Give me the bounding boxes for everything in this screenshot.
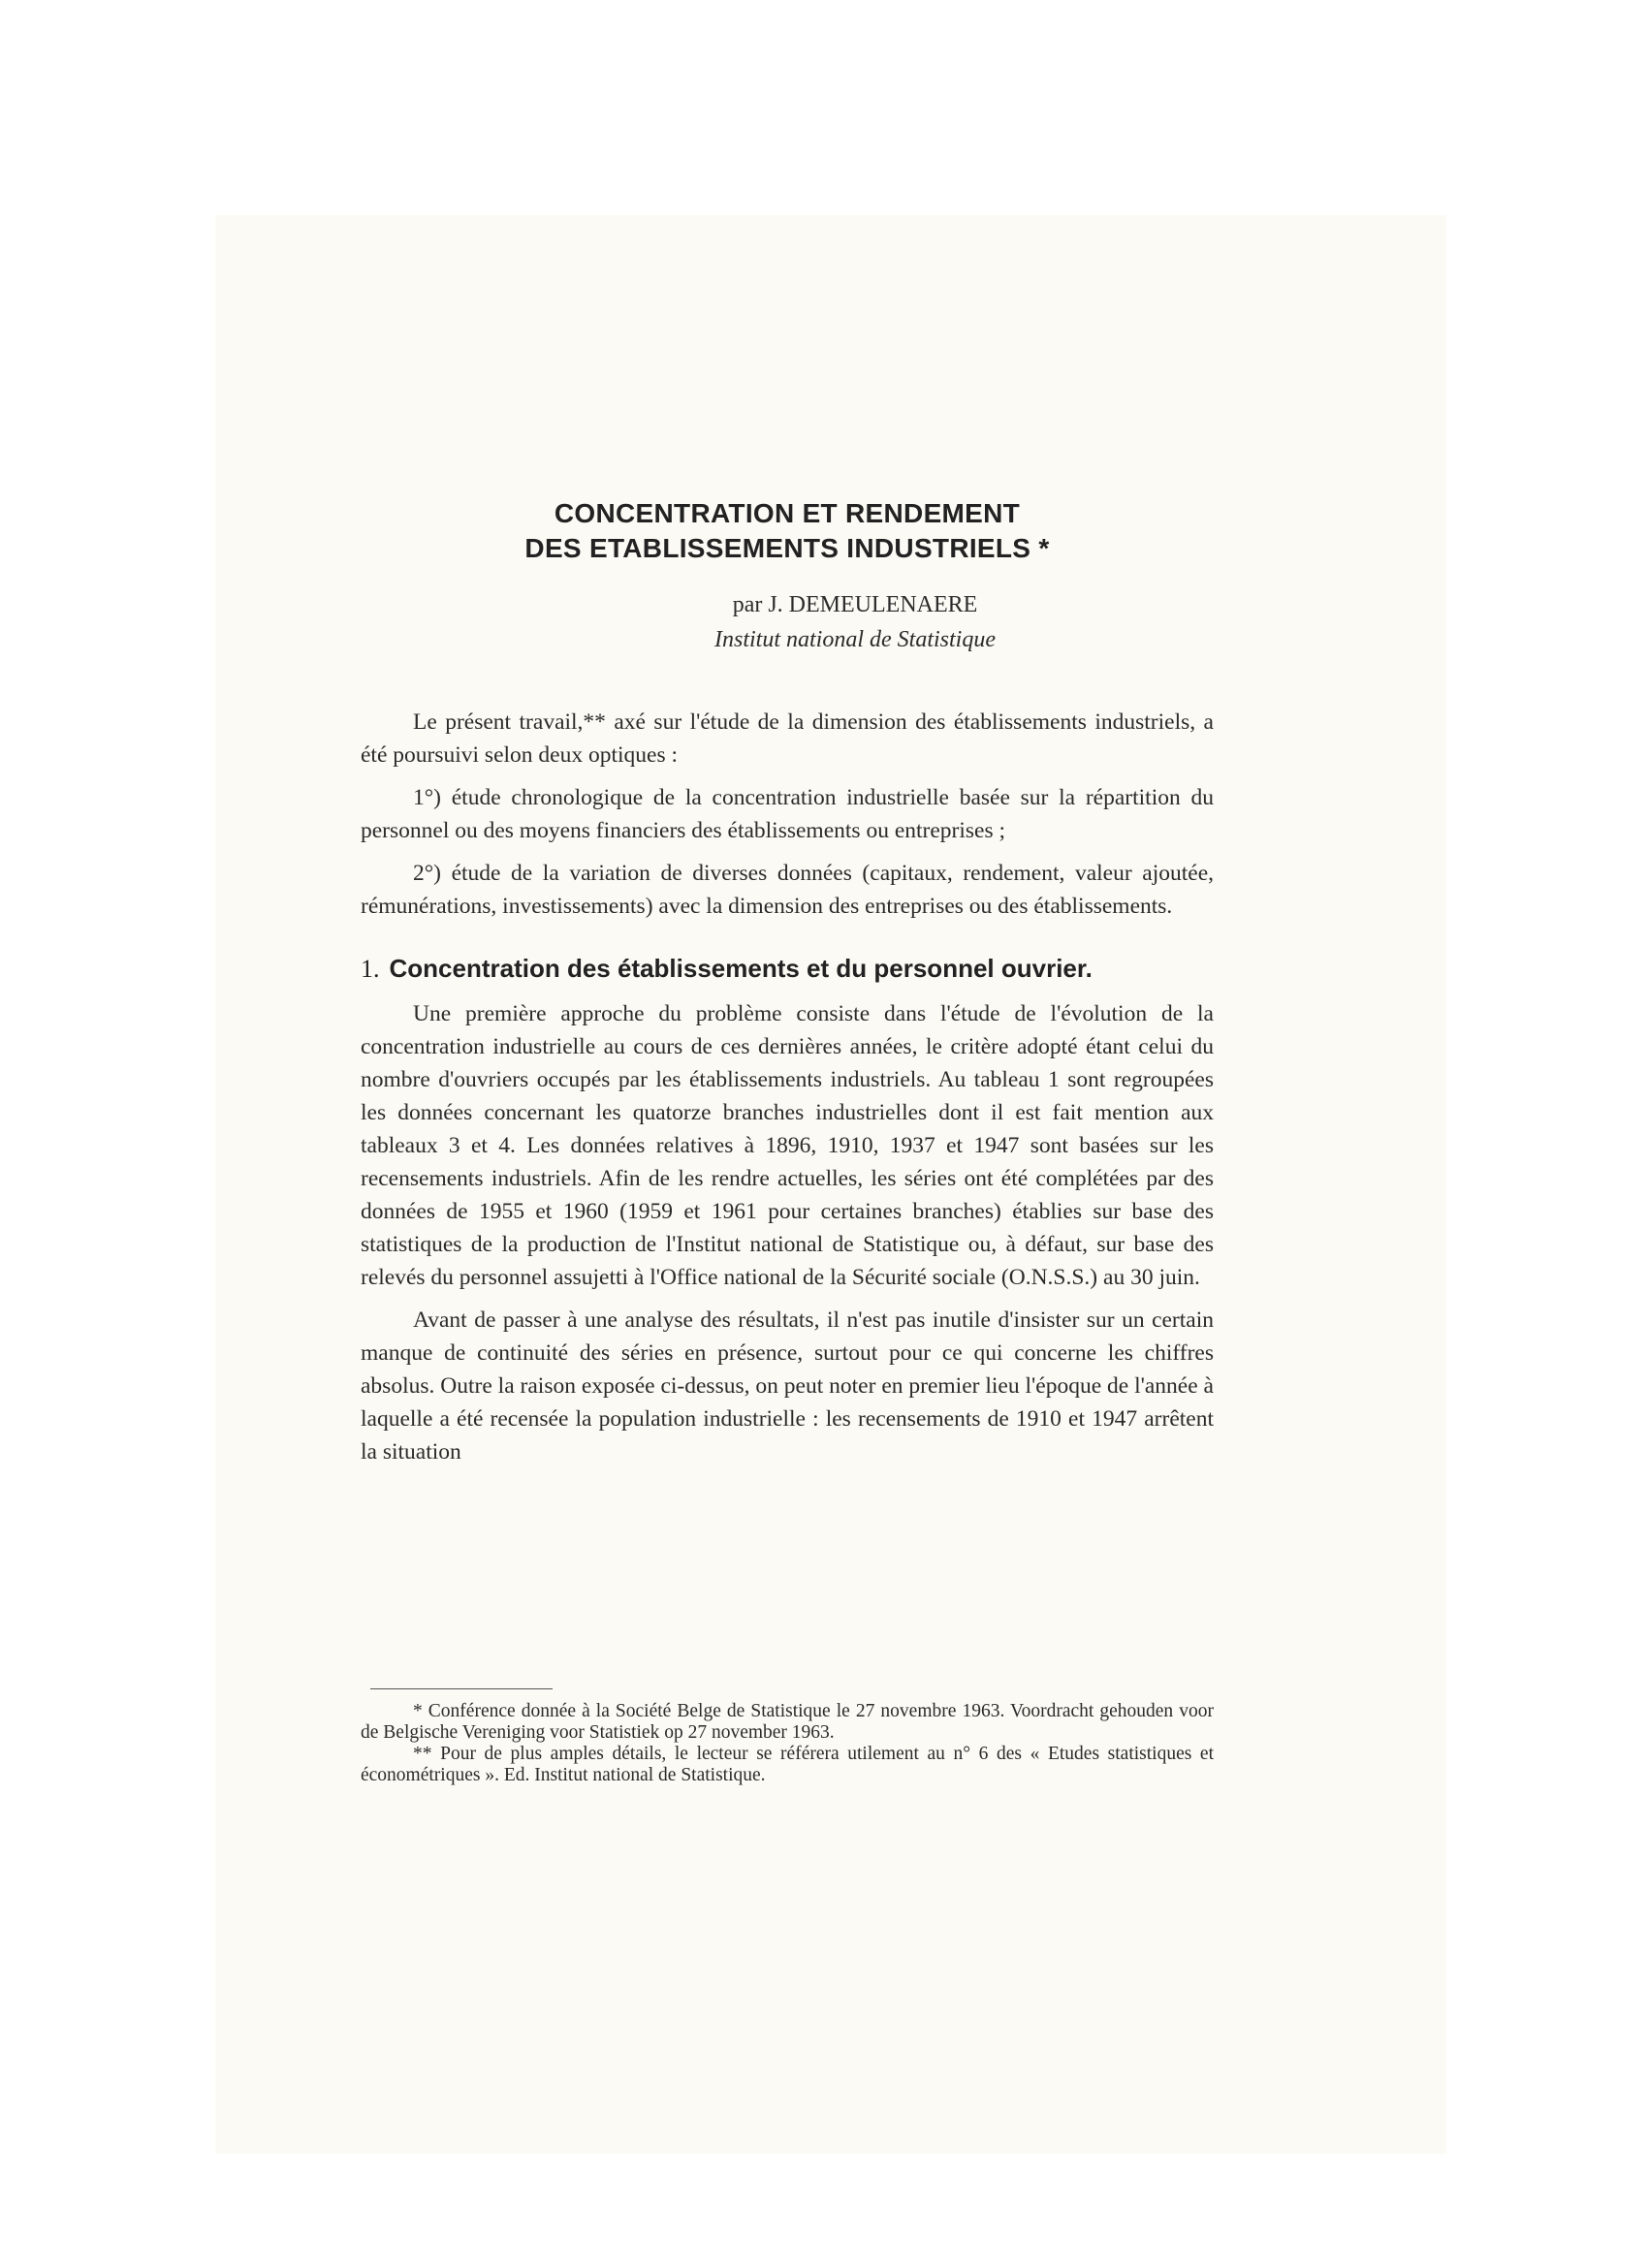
footnote-divider: [370, 1688, 553, 1689]
title-line-2: DES ETABLISSEMENTS INDUSTRIELS *: [524, 533, 1050, 563]
article-body: [361, 496, 1214, 1478]
section-1-heading: [361, 952, 1214, 986]
article-title: [361, 496, 1214, 566]
intro-paragraph-3: 2°) étude de la variation de diverses données (capitaux, rendement, valeur ajoutée, rémunérations, investissements) avec la dimension des entreprises ou des établissements.: [361, 861, 1214, 919]
footnote-2: ** Pour de plus amples détails, le lecteur se référera utilement au n° 6 des « Etudes statistiques et économétriques ». Ed. Institut national de Statistique.: [361, 1744, 1214, 1785]
intro-paragraph-2: 1°) étude chronologique de la concentration industrielle basée sur la répartition du personnel ou des moyens financiers des établissements ou entreprises ;: [361, 785, 1214, 843]
title-line-1: CONCENTRATION ET RENDEMENT: [554, 498, 1021, 528]
byline: [361, 587, 1214, 657]
section-1-paragraph-2: Avant de passer à une analyse des résultats, il n'est pas inutile d'insister sur un certain manque de continuité des séries en présence, surtout pour ce qui concerne les chiffres absolus. Outre la raison exposée ci-dessus, on peut noter en premier lieu l'époque de l'année à laquelle a été recensée la population industrielle : les recensements de 1910 et 1947 arrêtent la situation: [361, 1307, 1214, 1465]
section-number: 1.: [361, 955, 380, 983]
section-1-paragraph-1: Une première approche du problème consiste dans l'étude de l'évolution de la concentration industrielle au cours de ces dernières années, le critère adopté étant celui du nombre d'ouvriers occupés par les établissements industriels. Au tableau 1 sont regroupées les données concernant les quatorze branches industrielles dont il est fait mention aux tableaux 3 et 4. Les données relatives à 1896, 1910, 1937 et 1947 sont basées sur les recensements industriels. Afin de les rendre actuelles, les séries ont été complétées par des données de 1955 et 1960 (1959 et 1961 pour certaines branches) établies sur base des statistiques de la production de l'Institut national de Statistique ou, à défaut, sur base des relevés du personnel assujetti à l'Office national de la Sécurité sociale (O.N.S.S.) au 30 juin.: [361, 1001, 1214, 1290]
footnote-1: * Conférence donnée à la Société Belge de Statistique le 27 novembre 1963. Voordracht gehouden voor de Belgische Vereniging voor Statistiek op 27 november 1963.: [361, 1701, 1214, 1743]
author-affiliation: Institut national de Statistique: [714, 627, 996, 652]
author-name: par J. DEMEULENAERE: [732, 592, 978, 617]
intro-paragraph-1: Le présent travail,** axé sur l'étude de la dimension des établissements industriels, a été poursuivi selon deux optiques :: [361, 709, 1214, 768]
section-title: Concentration des établissements et du personnel ouvrier.: [389, 954, 1093, 983]
intro-section: [361, 706, 1214, 1468]
footnotes: [361, 1688, 1214, 1786]
